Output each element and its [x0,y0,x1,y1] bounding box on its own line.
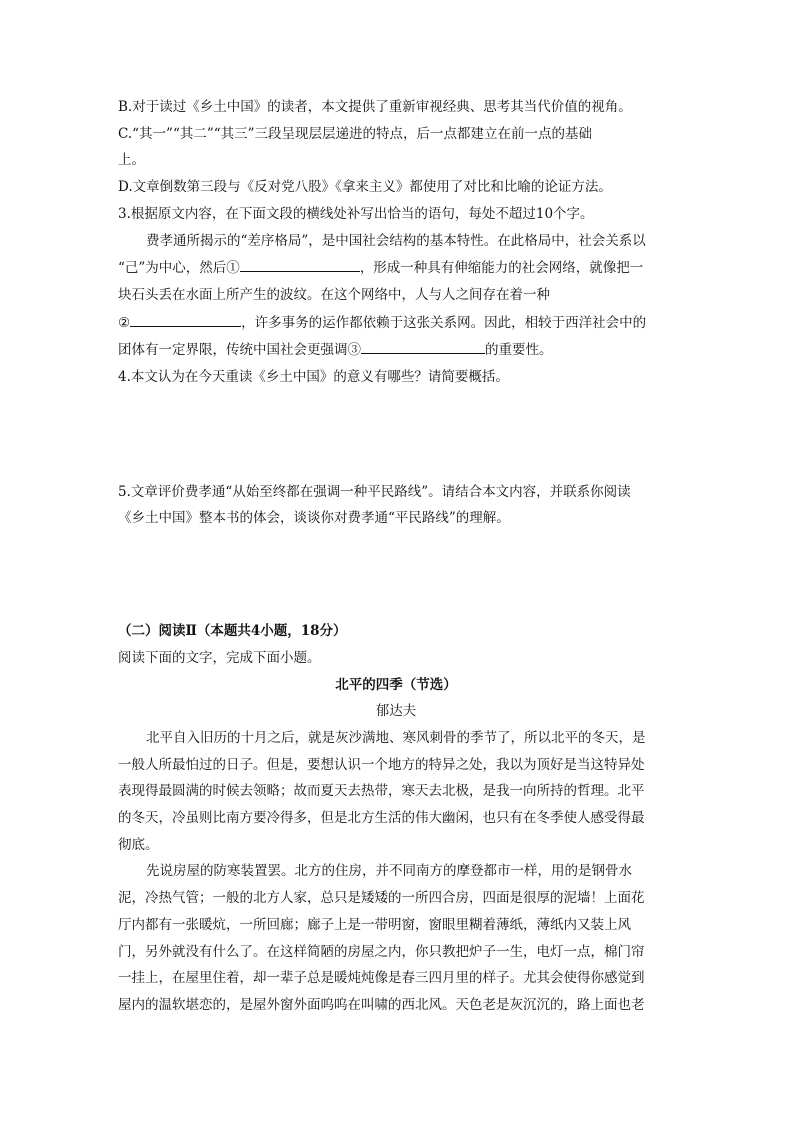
passage-title: 北平的四季（节选） [335,676,457,693]
q3-line-5-end: 的重要性。 [485,342,553,359]
p1-line-2: 一般人所最怕过的日子。但是，要想认识一个地方的特异之处，我以为顶好是当这特异处 [118,756,645,773]
p1-line-3: 表现得最圆满的时候去领略；故而夏天去热带，寒天去北极，是我一向所持的哲理。北平 [118,783,645,800]
p1-line-4: 的冬天，冷虽则比南方要冷得多，但是北方生活的伟大幽闲，也只有在冬季使人感受得最 [118,810,645,827]
p1-line-1: 北平自入旧历的十月之后，就是灰沙满地、寒风刺骨的季节了，所以北平的冬天，是 [146,729,646,746]
question-4-stem: 4.本文认为在今天重读《乡土中国》的意义有哪些？请简要概括。 [118,369,509,386]
q3-line-2-end: ，形成一种具有伸缩能力的社会网络，就像把一 [359,260,644,277]
p2-line-1: 先说房屋的防寒装置罢。北方的住房，并不同南方的摩登都市一样，用的是钢骨水 [146,863,632,880]
q3-passage-line-3: 块石头丢在水面上所产生的波纹。在这个网络中，人与人之间存在着一种 [118,286,550,303]
p2-line-5: 一挂上，在屋里住着，却一辈子总是暖炖炖像是春三四月里的样子。尤其会使得你感觉到 [118,970,645,987]
answer-space-4 [118,391,674,479]
q3-passage-line-2 [118,254,674,282]
answer-space-5 [118,532,674,618]
q3-passage-line-1: 费孝通所揭示的“差序格局”，是中国社会结构的基本特性。在此格局中，社会关系以 [146,232,646,249]
option-d: D.文章倒数第三段与《反对党八股》《拿来主义》都使用了对比和比喻的论证方法。 [118,179,612,196]
option-c-line-1: C.“其一”“其二”“其三”三段呈现层层递进的特点，后一点都建立在前一点的基础 [118,125,593,142]
q3-line-4-end: ，许多事务的运作都依赖于这张关系网。因此，相较于西洋社会中的 [241,314,647,331]
q3-passage-line-5 [118,336,674,364]
passage-author: 郁达夫 [375,703,417,720]
q3-line-4-start: ② [118,314,131,331]
q3-line-2-start: “己”为中心，然后① [118,260,240,277]
p2-line-3: 厅内都有一张暖炕，一所回廊；廊子上是一带明窗，窗眼里糊着薄纸，薄纸内又装上风 [118,916,631,933]
option-b: B.对于读过《乡土中国》的读者，本文提供了重新审视经典、思考其当代价值的视角。 [118,99,632,115]
option-c-line-2: 上。 [118,152,145,169]
q3-passage-line-4 [118,309,674,337]
p2-line-2: 泥，冷热气管；一般的北方人家，总只是矮矮的一所四合房，四面是很厚的泥墙！上面花 [118,890,645,907]
blank-1[interactable] [240,254,360,272]
p2-line-4: 门，另外就没有什么了。在这样简陋的房屋之内，你只教把炉子一生，电灯一点，棉门帘 [118,943,645,960]
document-page [118,94,674,1019]
blank-3[interactable] [361,336,485,354]
blank-2[interactable] [130,309,241,327]
question-5-line-1: 5.文章评价费孝通“从始至终都在强调一种平民路线”。请结合本文内容，并联系你阅读 [118,483,631,500]
question-3-stem: 3.根据原文内容，在下面文段的横线处补写出恰当的语句，每处不超过10个字。 [118,205,594,222]
q3-line-5-start: 团体有一定界限，传统中国社会更强调③ [118,342,361,359]
p2-line-6: 屋内的温软堪恋的，是屋外窗外面呜呜在叫啸的西北风。天色老是灰沉沉的，路上面也老 [118,996,645,1013]
section-2-instruction: 阅读下面的文字，完成下面小题。 [118,649,321,666]
question-5-line-2: 《乡土中国》整本书的体会，谈谈你对费孝通“平民路线”的理解。 [118,510,510,527]
section-2-heading: （二）阅读Ⅱ（本题共4小题，18分） [118,623,347,640]
p1-line-5: 彻底。 [118,836,159,853]
